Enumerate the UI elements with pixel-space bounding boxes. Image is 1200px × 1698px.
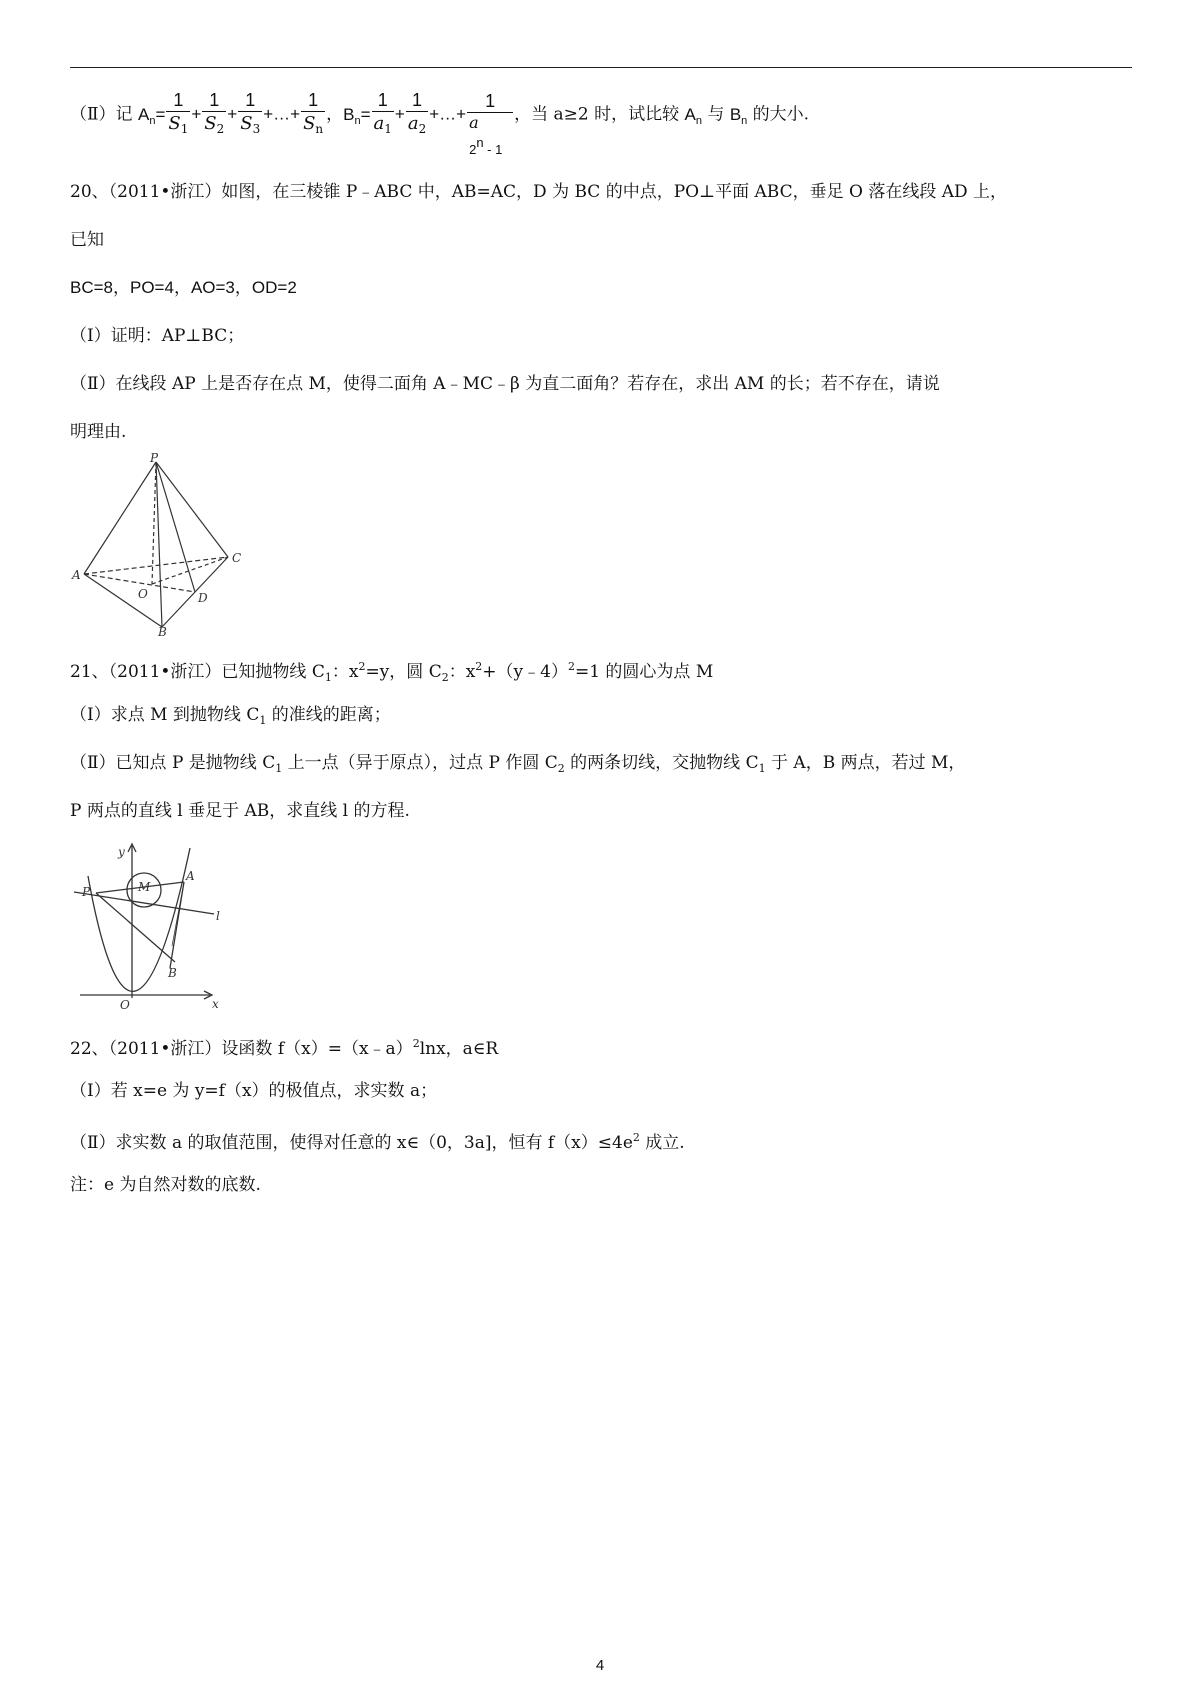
- pyramid-figure: [70, 452, 250, 637]
- q22-line1: 22、（2011•浙江）设函数 f（x）=（x﹣a）$^2$lnx，a∈R: [70, 1037, 499, 1059]
- label-P: P: [150, 452, 159, 465]
- frac-1-s3: $\frac{1}{S_3}$: [240, 90, 261, 136]
- q22-line2: （Ⅰ）若 x=e 为 y=f（x）的极值点，求实数 a；: [70, 1081, 438, 1101]
- q19-part2: （Ⅱ）记 $A_n=$ $\frac{1}{S_1}$ + $\frac{1}{S_2}$ + $\frac{1}{S_3}$ +…+ $\frac{1}{S_n}$ ，$B_n=$ $\frac{1}{a_1}$ + $\frac{1}{a_2}$ +…+ 1 a 2$^n$ - 1 ，当 a≥2 时，试比较 $A_n$ 与 $B_n$ 的大小.: [70, 80, 809, 140]
- parabola-figure: [72, 838, 242, 1013]
- q21-line3: （Ⅱ）已知点 P 是抛物线 $C_1$ 上一点（异于原点），过点 P 作圆 $C_2$ 的两条切线，交抛物线 $C_1$ 于 A，B 两点，若过 M，: [70, 753, 966, 775]
- q21-line4: P 两点的直线 l 垂足于 AB，求直线 l 的方程.: [70, 801, 410, 821]
- q20-line6: 明理由.: [70, 422, 127, 442]
- q21-line2: （Ⅰ）求点 M 到抛物线 $C_1$ 的准线的距离；: [70, 705, 391, 727]
- label-D: D: [198, 591, 208, 605]
- label-l: l: [216, 909, 220, 923]
- frac-1-s1: $\frac{1}{S_1}$: [168, 90, 189, 136]
- q22-line3: （Ⅱ）求实数 a 的取值范围，使得对任意的 x∈（0，3a]，恒有 $f(x)\le 4e^2$ 成立.: [70, 1131, 685, 1153]
- header-rule: [70, 67, 1132, 68]
- label-B: B: [168, 966, 177, 980]
- frac-1-sn: $\frac{1}{S_n}$: [303, 90, 324, 136]
- q20-line4: （Ⅰ）证明：AP⊥BC；: [70, 326, 245, 346]
- label-A: A: [186, 869, 195, 883]
- label-B: B: [158, 625, 167, 637]
- q20-line3: BC=8，PO=4，AO=3，OD=2: [70, 278, 297, 297]
- q20-line5: （Ⅱ）在线段 AP 上是否存在点 M，使得二面角 A﹣MC﹣β 为直二面角？若存在，求出 AM 的长；若不存在，请说: [70, 374, 940, 394]
- label-y: y: [118, 845, 125, 859]
- frac-1-a-2n-1: 1 a 2$^n$ - 1: [467, 90, 513, 160]
- label-O: O: [138, 587, 148, 601]
- label-P: P: [82, 885, 91, 899]
- q20-line1: 20、（2011•浙江）如图，在三棱锥 P﹣ABC 中，AB=AC，D 为 BC 的中点，PO⊥平面 ABC，垂足 O 落在线段 AD 上，: [70, 182, 1008, 202]
- frac-1-a1: $\frac{1}{a_1}$: [373, 90, 392, 136]
- label-O: O: [120, 998, 130, 1012]
- label-C: C: [232, 551, 242, 565]
- label-x: x: [212, 997, 219, 1011]
- q22-line4: 注：e 为自然对数的底数.: [70, 1175, 261, 1195]
- frac-1-a2: $\frac{1}{a_2}$: [407, 90, 427, 136]
- frac-1-s2: $\frac{1}{S_2}$: [204, 90, 225, 136]
- page-number: 4: [595, 1657, 605, 1674]
- label-M: M: [138, 880, 151, 894]
- q21-line1: 21、（2011•浙江）已知抛物线 $C_1$：$x^2=y$，圆 $C_2$：$x^2+(y﹣4)^2=1$ 的圆心为点 M: [70, 660, 714, 684]
- label-A: A: [72, 568, 81, 582]
- q20-line2: 已知: [70, 230, 104, 250]
